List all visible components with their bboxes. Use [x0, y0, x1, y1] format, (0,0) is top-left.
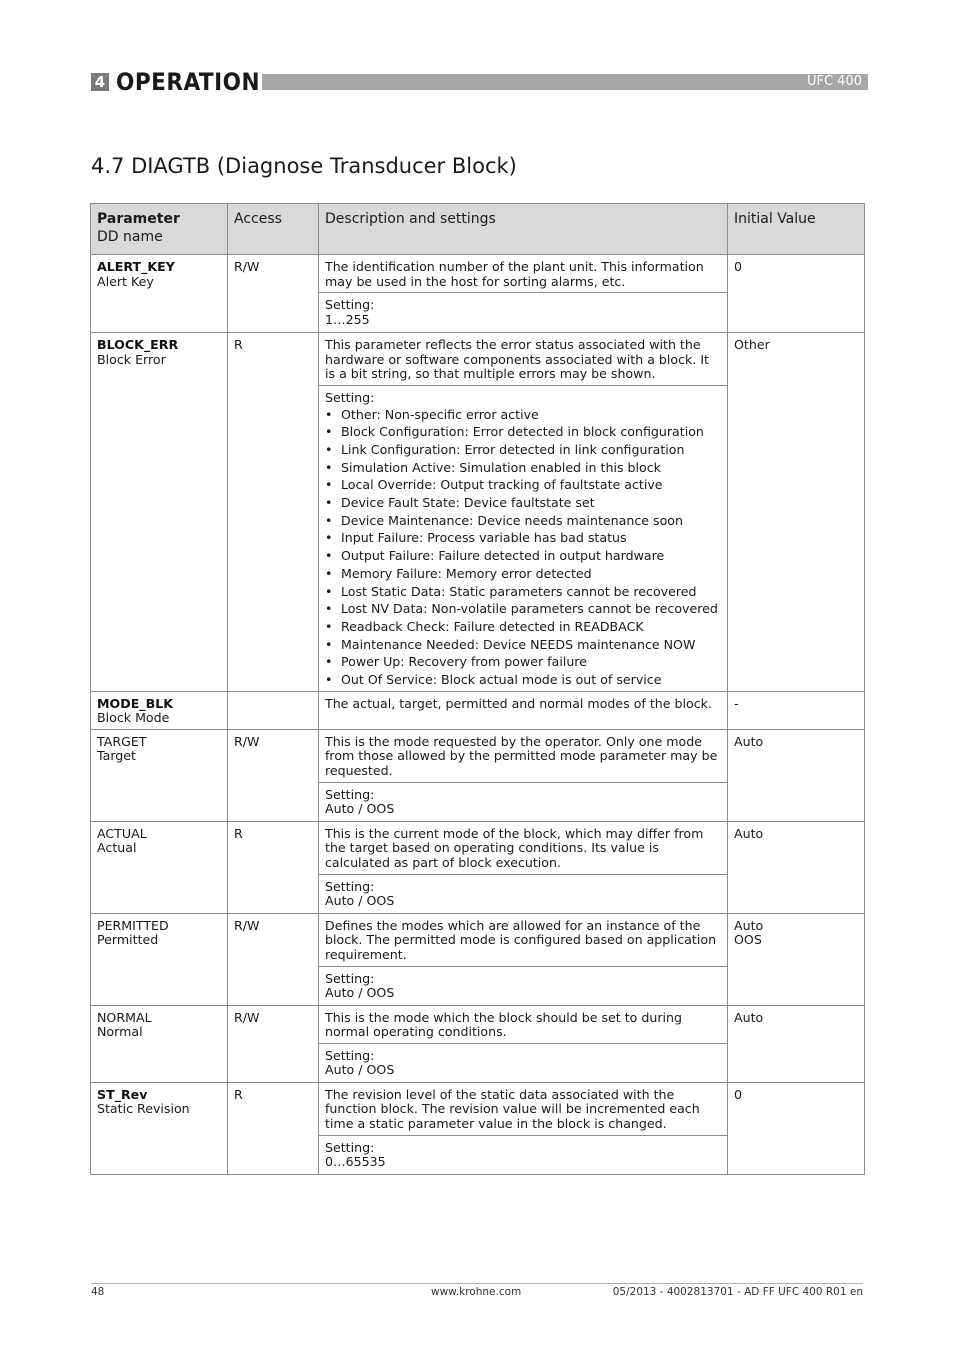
table-row: [91, 1005, 865, 1043]
list-item: • Lost NV Data: Non-volatile parameters cannot be recovered: [341, 600, 721, 618]
setting-label: Setting:: [325, 1139, 375, 1155]
initial-cell: -: [728, 691, 865, 729]
param-name: ACTUAL: [97, 825, 147, 841]
website-link[interactable]: www.krohne.com: [431, 1286, 522, 1298]
dd-name: Normal: [97, 1024, 143, 1040]
setting-value: Auto / OOS: [325, 985, 395, 1001]
list-item: • Readback Check: Failure detected in READBACK: [341, 618, 721, 636]
table-row: [91, 255, 865, 293]
param-name: NORMAL: [97, 1009, 152, 1025]
dd-name: Static Revision: [97, 1101, 190, 1117]
page-number: 48: [91, 1286, 105, 1298]
desc-cell: This parameter reflects the error status associated with the hardware or software components associated with a block. It is a bit string, so that multiple errors may be shown.: [319, 333, 728, 386]
desc-cell: The identification number of the plant unit. This information may be used in the host for sorting alarms, etc.: [319, 255, 728, 293]
setting-list: [325, 406, 721, 689]
dd-name: Permitted: [97, 932, 159, 948]
initial-value: Auto: [734, 917, 764, 933]
desc-cell: This is the mode which the block should be set to during normal operating conditions.: [319, 1005, 728, 1043]
desc-cell: This is the current mode of the block, which may differ from the target based on operating conditions. Its value is calculated as part of block execution.: [319, 821, 728, 874]
desc-cell: The actual, target, permitted and normal modes of the block.: [319, 691, 728, 729]
setting-cell: [319, 874, 728, 913]
access-cell: [228, 691, 319, 729]
table-row: [91, 729, 865, 782]
list-item: • Maintenance Needed: Device NEEDS maintenance NOW: [341, 636, 721, 654]
param-name: PERMITTED: [97, 917, 169, 933]
initial-cell: [728, 913, 865, 1005]
desc-cell: This is the mode requested by the operator. Only one mode from those allowed by the permitted mode parameter may be requested.: [319, 729, 728, 782]
parameter-table: [90, 203, 865, 1175]
initial-cell: Other: [728, 333, 865, 692]
setting-value: Auto / OOS: [325, 893, 395, 909]
param-cell: [91, 1082, 228, 1174]
setting-cell: [319, 386, 728, 692]
access-cell: R/W: [228, 913, 319, 1005]
document-reference: 05/2013 - 4002813701 - AD FF UFC 400 R01 en: [612, 1286, 863, 1298]
footer-divider: [91, 1283, 863, 1284]
header-parameter: [91, 204, 228, 255]
list-item: • Device Fault State: Device faultstate set: [341, 494, 721, 512]
initial-value: OOS: [734, 932, 762, 948]
param-cell: [91, 333, 228, 692]
param-cell: [91, 255, 228, 333]
list-item: • Simulation Active: Simulation enabled in this block: [341, 459, 721, 477]
access-cell: R: [228, 821, 319, 913]
setting-cell: [319, 293, 728, 333]
param-name: ST_Rev: [97, 1086, 148, 1102]
setting-cell: [319, 782, 728, 821]
table-row: [91, 691, 865, 729]
initial-cell: Auto: [728, 729, 865, 821]
setting-value: Auto / OOS: [325, 801, 395, 817]
setting-value: 1…255: [325, 311, 370, 327]
dd-name: Target: [97, 748, 136, 764]
header-initial-value: Initial Value: [728, 204, 865, 255]
product-name: UFC 400: [806, 74, 862, 89]
access-cell: R/W: [228, 729, 319, 821]
param-name: BLOCK_ERR: [97, 337, 179, 352]
table-row: [91, 913, 865, 966]
initial-cell: 0: [728, 255, 865, 333]
table-header-row: [91, 204, 865, 255]
header-parameter-label: Parameter: [97, 211, 180, 227]
dd-name: Actual: [97, 840, 137, 856]
setting-value: Auto / OOS: [325, 1062, 395, 1078]
table-row: [91, 821, 865, 874]
header-access: Access: [228, 204, 319, 255]
list-item: • Link Configuration: Error detected in link configuration: [341, 441, 721, 459]
setting-value: 0…65535: [325, 1154, 386, 1170]
dd-name: Block Mode: [97, 710, 170, 726]
param-name: MODE_BLK: [97, 695, 173, 711]
setting-label: Setting:: [325, 786, 375, 802]
initial-cell: 0: [728, 1082, 865, 1174]
param-cell: [91, 691, 228, 729]
list-item: • Lost Static Data: Static parameters cannot be recovered: [341, 583, 721, 601]
param-cell: [91, 1005, 228, 1082]
header-description: Description and settings: [319, 204, 728, 255]
list-item: • Block Configuration: Error detected in block configuration: [341, 423, 721, 441]
param-name: TARGET: [97, 733, 147, 749]
initial-cell: Auto: [728, 1005, 865, 1082]
page-header: [91, 68, 868, 96]
initial-cell: Auto: [728, 821, 865, 913]
access-cell: R: [228, 333, 319, 692]
access-cell: R/W: [228, 1005, 319, 1082]
table-row: [91, 1082, 865, 1135]
access-cell: R/W: [228, 255, 319, 333]
chapter-number: 4: [91, 73, 109, 91]
dd-name: Block Error: [97, 351, 166, 367]
param-cell: [91, 821, 228, 913]
header-bar: [262, 74, 868, 90]
list-item: • Device Maintenance: Device needs maintenance soon: [341, 512, 721, 530]
list-item: • Local Override: Output tracking of faultstate active: [341, 476, 721, 494]
list-item: • Other: Non-specific error active: [341, 406, 721, 424]
list-item: • Input Failure: Process variable has bad status: [341, 529, 721, 547]
setting-cell: [319, 966, 728, 1005]
dd-name: Alert Key: [97, 273, 154, 289]
list-item: • Output Failure: Failure detected in output hardware: [341, 547, 721, 565]
desc-cell: The revision level of the static data associated with the function block. The revision value will be incremented each time a static parameter value in the block is changed.: [319, 1082, 728, 1135]
list-item: • Power Up: Recovery from power failure: [341, 653, 721, 671]
header-ddname-label: DD name: [97, 229, 163, 245]
setting-label: Setting:: [325, 297, 375, 312]
desc-cell: Defines the modes which are allowed for an instance of the block. The permitted mode is configured based on application requirement.: [319, 913, 728, 966]
chapter-title: OPERATION: [116, 68, 261, 96]
setting-label: Setting:: [325, 970, 375, 986]
setting-label: Setting:: [325, 390, 375, 405]
setting-label: Setting:: [325, 1047, 375, 1063]
list-item: • Memory Failure: Memory error detected: [341, 565, 721, 583]
param-cell: [91, 913, 228, 1005]
setting-cell: [319, 1043, 728, 1082]
param-cell: [91, 729, 228, 821]
table-row: [91, 333, 865, 386]
param-name: ALERT_KEY: [97, 259, 175, 274]
section-title: 4.7 DIAGTB (Diagnose Transducer Block): [91, 154, 517, 178]
access-cell: R: [228, 1082, 319, 1174]
setting-cell: [319, 1135, 728, 1174]
list-item: • Out Of Service: Block actual mode is out of service: [341, 671, 721, 689]
setting-label: Setting:: [325, 878, 375, 894]
